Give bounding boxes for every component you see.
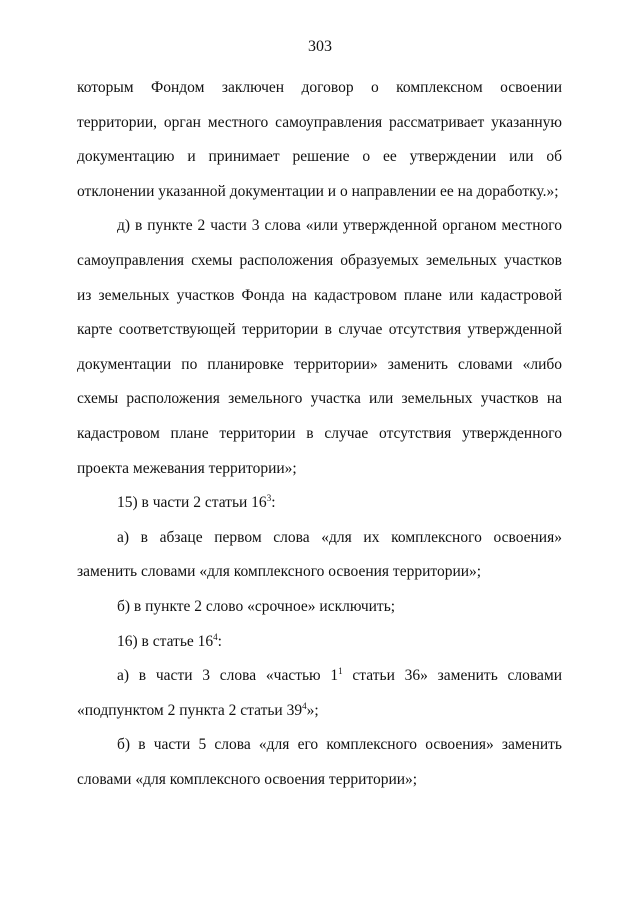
paragraph-7-superscript-2: 4 (302, 700, 307, 711)
paragraph-3-text: 15) в части 2 статьи 16 (117, 494, 267, 512)
paragraph-7 (77, 659, 562, 728)
paragraph-6 (77, 625, 562, 660)
page-number: 303 (308, 38, 332, 55)
paragraph-5: б) в пункте 2 слово «срочное» исключить; (117, 597, 396, 615)
paragraph-3 (77, 486, 562, 521)
paragraph-7-text-c: »; (306, 701, 319, 719)
paragraph-3-end: : (271, 494, 276, 512)
paragraph-1: которым Фондом заключен договор о комплексном освоении территории, орган местного самоуправления рассматривает указанную документацию и принимает решение о ее утверждении или об отклонении указанной документации и о направлении ее на доработку.»; (77, 79, 562, 200)
document-body (77, 71, 562, 797)
paragraph-6-superscript: 4 (213, 631, 218, 642)
paragraph-6-text: 16) в статье 16 (117, 632, 214, 650)
paragraph-4: а) в абзаце первом слова «для их комплексного освоения» заменить словами «для комплексного освоения территории»; (77, 528, 562, 581)
paragraph-7-text-a: а) в части 3 слова «частью 1 (117, 667, 339, 685)
paragraph-3-superscript: 3 (266, 492, 272, 503)
paragraph-8: б) в части 5 слова «для его комплексного освоения» заменить словами «для комплексного освоения территории»; (77, 736, 562, 788)
paragraph-7-superscript-1: 1 (338, 665, 343, 676)
paragraph-7-text-b: статьи 36» заменить словами «подпунктом 2 пункта 2 статьи 39 (77, 667, 562, 719)
paragraph-6-end: : (217, 632, 222, 650)
paragraph-2: д) в пункте 2 части 3 слова «или утвержденной органом местного самоуправления схемы расположения образуемых земельных участков из земельных участков Фонда на кадастровом плане или кадастровой карте соответствующей территории в случае отсутствия утвержденной документации по планировке территории» заменить словами «либо схемы расположения земельного участка или земельных участков на кадастровом плане территории в случае отсутствия утвержденного проекта межевания территории»; (77, 217, 562, 477)
